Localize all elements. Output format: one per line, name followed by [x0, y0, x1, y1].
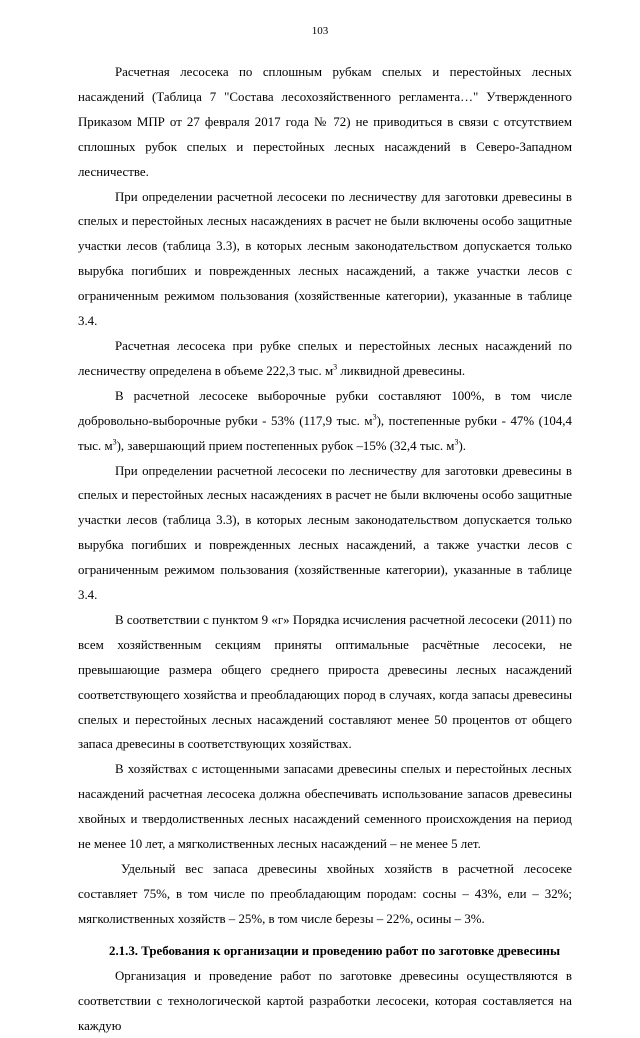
- paragraph-organization-of-works: Организация и проведение работ по заготовке древесины осуществляются в соответствии с технологической картой разработки лесосеки, которая составляется на каждую: [78, 968, 572, 1033]
- paragraph-excluded-areas-repeat: При определении расчетной лесосеки по лесничеству для заготовки древесины в спелых и перестойных лесных насаждениях в расчет не были включены особо защитные участки лесов (таблица 3.3), в которых лесным законодательством допускается только вырубка погибших и поврежденных лесных насаждений, а также участки лесов с ограниченным режимом пользования (хозяйственные категории), указанные в таблице 3.4.: [78, 463, 572, 603]
- paragraph-species-share: Удельный вес запаса древесины хвойных хозяйств в расчетной лесосеке составляет 75%, в том числе по преобладающим породам: сосны – 43%, ели – 32%; мягколиственных хозяйств – 25%, в том числе березы – 22%, осины – 3%.: [78, 862, 572, 926]
- selective-cuts-part-1: В расчетной лесосеке выборочные рубки составляют 100%, в том числе добровольно-выборочные рубки - 53% (117,9 тыс. м: [78, 388, 572, 428]
- volume-text-before: Расчетная лесосека при рубке спелых и перестойных лесных насаждений по лесничеству определена в объеме 222,3 тыс. м: [78, 338, 572, 378]
- superscript-3: 3: [372, 412, 377, 422]
- paragraph-depleted-stocks: В хозяйствах с истощенными запасами древесины спелых и перестойных лесных насаждений расчетная лесосека должна обеспечивать использование запасов древесины хвойных и твердолиственных лесных насаждений семенного происхождения на период не менее 10 лет, а мягколиственных лесных насаждений – не менее 5 лет.: [78, 762, 572, 852]
- superscript-3: 3: [112, 437, 117, 447]
- section-heading: 2.1.3. Требования к организации и проведению работ по заготовке древесины: [109, 943, 561, 958]
- selective-cuts-part-3: ), завершающий прием постепенных рубок –15% (32,4 тыс. м: [116, 438, 455, 453]
- paragraph-optimal-lesoseka: В соответствии с пунктом 9 «г» Порядка исчисления расчетной лесосеки (2011) по всем хозяйственным секциям приняты оптимальные расчётные лесосеки, не превышающие размера общего среднего прироста древесины лесных насаждений соответствующего хозяйства и преобладающих пород в случаях, когда запасы древесины спелых и перестойных лесных насаждений составляют менее 50 процентов от общего запаса древесины в соответствующих хозяйствах.: [78, 612, 572, 752]
- paragraph-lesoseka-volume: [78, 334, 572, 384]
- selective-cuts-part-2: ), постепенные рубки - 47% (104,4 тыс. м: [78, 413, 572, 453]
- paragraph-clearcut-lesoseka: Расчетная лесосека по сплошным рубкам спелых и перестойных лесных насаждений (Таблица 7 "Состава лесохозяйственного регламента…" Утвержденного Приказом МПР от 27 февраля 2017 года № 72) не приводиться в связи с отсутствием сплошных рубок спелых и перестойных лесных насаждений в Северо-Западном лесничестве.: [78, 65, 572, 179]
- page-body: [78, 60, 572, 1038]
- volume-text-after: ликвидной древесины.: [337, 363, 466, 378]
- superscript-3: 3: [333, 362, 338, 372]
- selective-cuts-part-4: ).: [458, 438, 466, 453]
- paragraph-excluded-areas: При определении расчетной лесосеки по лесничеству для заготовки древесины в спелых и перестойных лесных насаждениях в расчет не были включены особо защитные участки лесов (таблица 3.3), в которых лесным законодательством допускается только вырубка погибших и поврежденных лесных насаждений, а также участки лесов с ограниченным режимом пользования (хозяйственные категории), указанные в таблице 3.4.: [78, 189, 572, 329]
- superscript-3: 3: [454, 437, 459, 447]
- paragraph-selective-cuts: [78, 384, 572, 459]
- page-number: 103: [311, 25, 329, 37]
